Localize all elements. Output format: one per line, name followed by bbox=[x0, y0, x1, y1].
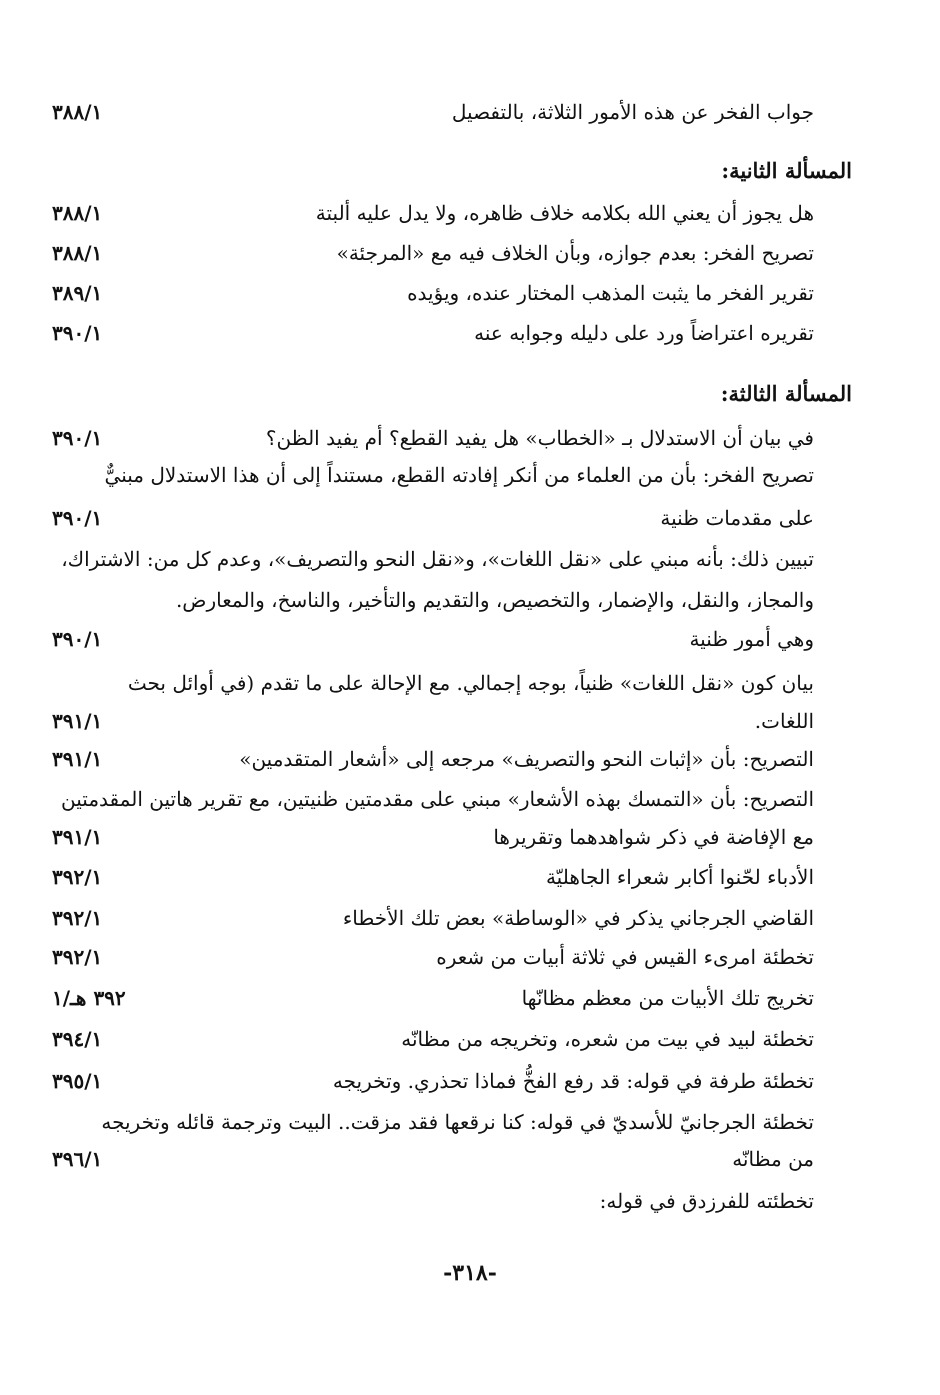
page-number: -٣١٨- bbox=[443, 1260, 497, 1286]
index-line bbox=[52, 938, 814, 976]
index-line bbox=[52, 780, 814, 818]
index-line-text: التصريح: بأن «إثبات النحو والتصريف» مرجعه إلى «أشعار المتقدمين» bbox=[239, 747, 814, 771]
index-line-text: تخطئة طرفة في قوله: قد رفع الفخُّ فماذا تحذري. وتخريجه bbox=[332, 1069, 814, 1093]
index-line bbox=[52, 540, 814, 578]
index-line-text: الأدباء لحّنوا أكابر شعراء الجاهليّة bbox=[545, 865, 814, 889]
index-line-text: تقرير الفخر ما يثبت المذهب المختار عنده، ويؤيده bbox=[407, 281, 814, 305]
index-line-text: في بيان أن الاستدلال بـ «الخطاب» هل يفيد القطع؟ أم يفيد الظن؟ bbox=[265, 426, 814, 450]
index-line-text: التصريح: بأن «التمسك بهذه الأشعار» مبني على مقدمتين ظنيتين، مع تقرير هاتين المقدمتين bbox=[61, 787, 814, 811]
page-reference: ٣٩٠/١ bbox=[52, 426, 103, 450]
section-heading-3: المسألة الثالثة: bbox=[720, 381, 852, 406]
index-line bbox=[52, 620, 814, 658]
page-reference: ٣٩٢/١ bbox=[52, 906, 103, 930]
index-line-text: والمجاز، والنقل، والإضمار، والتخصيص، والتقديم والتأخير، والناسخ، والمعارض. bbox=[175, 588, 814, 612]
index-line-text: اللغات. bbox=[754, 709, 814, 733]
index-line bbox=[52, 1020, 814, 1058]
index-line bbox=[52, 456, 814, 494]
index-line-text: من مظانّه bbox=[732, 1147, 814, 1171]
index-line-text: تخطئة لبيد في بيت من شعره، وتخريجه من مظانّه bbox=[401, 1027, 814, 1051]
page-reference: ٣٩٠/١ bbox=[52, 627, 103, 651]
index-line bbox=[52, 979, 814, 1017]
page-reference: ٣٩٥/١ bbox=[52, 1069, 103, 1093]
index-line-text: تقريره اعتراضاً ورد على دليله وجوابه عنه bbox=[474, 321, 814, 345]
page-reference: ٣٩١/١ bbox=[52, 709, 103, 733]
page-reference: ٣٩١/١ bbox=[52, 747, 103, 771]
page-reference: ٣٩٢ هـ/١ bbox=[52, 986, 126, 1010]
page-reference: ٣٩١/١ bbox=[52, 825, 103, 849]
index-line bbox=[52, 581, 814, 619]
index-line-text: جواب الفخر عن هذه الأمور الثلاثة، بالتفصيل bbox=[451, 100, 814, 124]
index-line bbox=[52, 1103, 814, 1141]
index-line-text: القاضي الجرجاني يذكر في «الوساطة» بعض تلك الأخطاء bbox=[342, 906, 814, 930]
index-line-text: تصريح الفخر: بعدم جوازه، وبأن الخلاف فيه مع «المرجئة» bbox=[336, 241, 814, 265]
index-line bbox=[52, 1062, 814, 1100]
page-reference: ٣٩٤/١ bbox=[52, 1027, 103, 1051]
page-reference: ٣٨٩/١ bbox=[52, 281, 103, 305]
page-reference: ٣٩٢/١ bbox=[52, 945, 103, 969]
index-line bbox=[52, 93, 814, 131]
index-line-text: وهي أمور ظنية bbox=[689, 627, 814, 651]
index-line bbox=[52, 740, 814, 778]
index-line-text: مع الإفاضة في ذكر شواهدهما وتقريرها bbox=[493, 825, 814, 849]
page-reference: ٣٨٨/١ bbox=[52, 100, 103, 124]
index-line-text: تصريح الفخر: بأن من العلماء من أنكر إفادته القطع، مستنداً إلى أن هذا الاستدلال مبنيٌّ bbox=[104, 463, 814, 487]
index-line bbox=[52, 274, 814, 312]
index-line-text: تخطئة امرىء القيس في ثلاثة أبيات من شعره bbox=[436, 945, 814, 969]
index-line bbox=[52, 499, 814, 537]
index-line bbox=[52, 1182, 814, 1220]
page-reference: ٣٩٠/١ bbox=[52, 321, 103, 345]
index-line-text: هل يجوز أن يعني الله بكلامه خلاف ظاهره، ولا يدل عليه ألبتة bbox=[315, 201, 814, 225]
section-heading-2: المسألة الثانية: bbox=[721, 158, 852, 183]
index-line bbox=[52, 818, 814, 856]
index-line bbox=[52, 858, 814, 896]
index-line bbox=[52, 1140, 814, 1178]
index-line bbox=[52, 314, 814, 352]
page-reference: ٣٩٠/١ bbox=[52, 506, 103, 530]
index-line bbox=[52, 899, 814, 937]
index-line bbox=[52, 234, 814, 272]
page-reference: ٣٨٨/١ bbox=[52, 201, 103, 225]
index-line-text: تخريج تلك الأبيات من معظم مظانّها bbox=[521, 986, 814, 1010]
index-line bbox=[52, 664, 814, 702]
index-line-text: تبيين ذلك: بأنه مبني على «نقل اللغات»، و«نقل النحو والتصريف»، وعدم كل من: الاشتراك، bbox=[61, 547, 814, 571]
index-line bbox=[52, 702, 814, 740]
index-line-text: تخطئته للفرزدق في قوله: bbox=[599, 1189, 814, 1213]
index-line bbox=[52, 419, 814, 457]
page-reference: ٣٩٦/١ bbox=[52, 1147, 103, 1171]
page-reference: ٣٨٨/١ bbox=[52, 241, 103, 265]
index-line bbox=[52, 194, 814, 232]
index-line-text: تخطئة الجرجانيّ للأسديّ في قوله: كنا نرقعها فقد مزقت.. البيت وترجمة قائله وتخريجه bbox=[101, 1110, 814, 1134]
page-reference: ٣٩٢/١ bbox=[52, 865, 103, 889]
index-line-text: بيان كون «نقل اللغات» ظنياً، بوجه إجمالي. مع الإحالة على ما تقدم (في أوائل بحث bbox=[127, 671, 814, 695]
index-line-text: على مقدمات ظنية bbox=[660, 506, 814, 530]
